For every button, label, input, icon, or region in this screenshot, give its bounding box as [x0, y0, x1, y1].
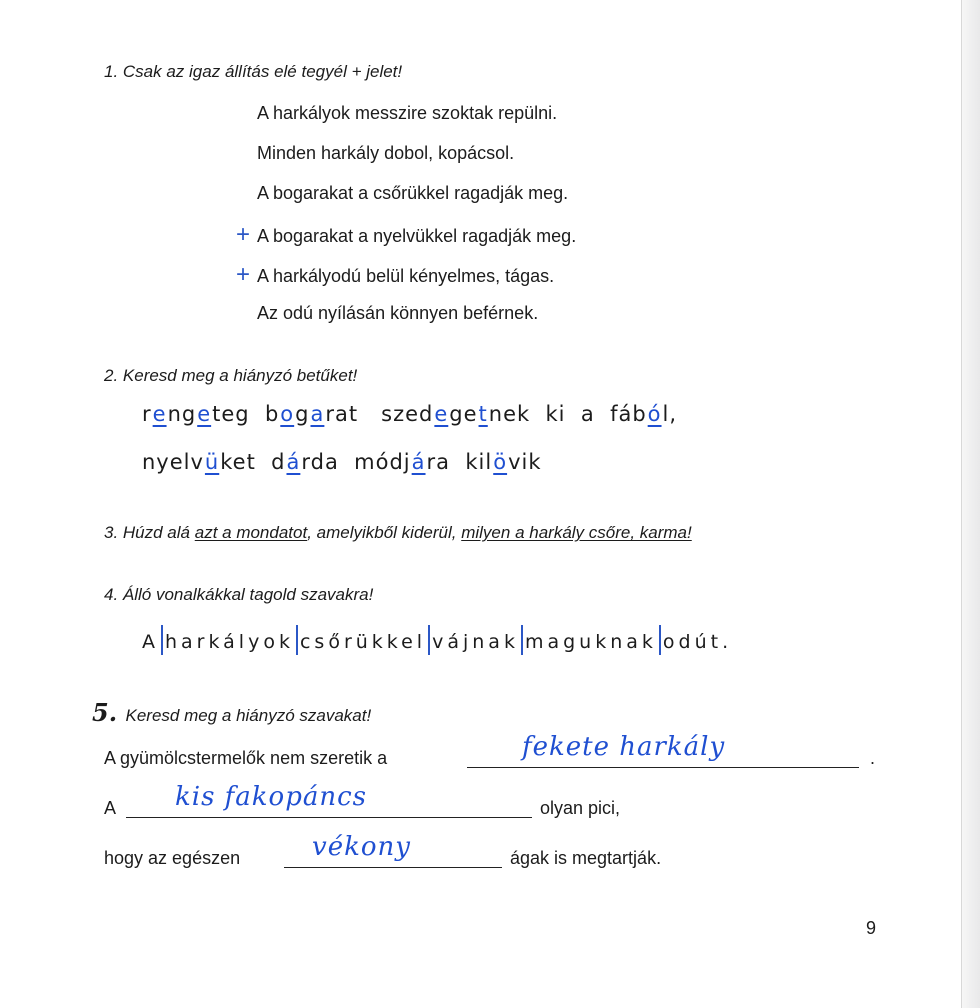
page-edge [961, 0, 980, 1008]
divider-stroke [296, 625, 298, 655]
sentence-word: harkályok [165, 631, 294, 653]
plus-mark: + [236, 261, 251, 288]
statement-text: Az odú nyílásán könnyen beférnek. [257, 303, 539, 323]
task3-instruction [104, 523, 692, 543]
sentence-word: odút. [662, 631, 733, 653]
task5-s1-answer: fekete harkály [522, 732, 726, 762]
statement-text: A harkályok messzire szoktak repülni. [257, 103, 558, 123]
task5-number: 5. [92, 698, 118, 727]
task5-s1-after: . [870, 748, 876, 768]
task2-line2 [142, 450, 542, 474]
statement-text: A bogarakat a csőrükkel ragadják meg. [257, 183, 569, 203]
printed-text: rda módj [301, 450, 411, 474]
task1-statement [236, 103, 557, 124]
sentence-word: vájnak [432, 631, 519, 653]
task2-instruction: 2. Keresd meg a hiányzó betűket! [104, 366, 358, 385]
task1-statement [236, 223, 576, 247]
task5-s2-after: olyan pici, [540, 798, 621, 818]
page-number: 9 [866, 918, 877, 938]
filled-letter: a [310, 402, 325, 426]
task4-segmented-sentence [142, 625, 732, 655]
filled-letter: e [434, 402, 449, 426]
statement-text: A harkályodú belül kényelmes, tágas. [257, 266, 555, 286]
divider-stroke [521, 625, 523, 655]
printed-text: r [142, 402, 152, 426]
task3-underlined-1: azt a mondatot [194, 523, 308, 542]
statement-text: A bogarakat a nyelvükkel ragadják meg. [257, 226, 577, 246]
plus-mark: + [236, 221, 251, 248]
task5-s2-blank [126, 817, 532, 818]
task5-s3-blank [284, 867, 502, 868]
printed-text: nyelv [142, 450, 204, 474]
filled-letter: o [280, 402, 295, 426]
task5-s2-answer: kis fakopáncs [175, 782, 368, 812]
printed-text: vik [508, 450, 542, 474]
filled-letter: á [411, 450, 426, 474]
filled-letter: ó [647, 402, 662, 426]
sentence-word: csőrükkel [299, 631, 427, 653]
task3-underlined-2: milyen a harkály csőre, karma! [461, 523, 692, 542]
task1-statement [236, 263, 554, 287]
task1-statement [236, 143, 514, 164]
task1-statement [236, 183, 568, 204]
task3-mid: , amelyikből kiderül, [307, 523, 462, 542]
sentence-word: A [142, 631, 159, 653]
printed-text: rat szed [325, 402, 434, 426]
filled-letter: ö [493, 450, 508, 474]
task5-s3-after: ágak is megtartják. [510, 848, 662, 868]
printed-text: ng [167, 402, 197, 426]
task4-instruction: 4. Álló vonalkákkal tagold szavakra! [104, 585, 374, 604]
filled-letter: e [152, 402, 167, 426]
task5-s2-before: A [104, 798, 117, 818]
printed-text: ra kil [426, 450, 493, 474]
task5-instruction: Keresd meg a hiányzó szavakat! [125, 706, 372, 725]
filled-letter: e [197, 402, 212, 426]
task5-s3-answer: vékony [312, 832, 411, 862]
task1-statement [236, 303, 538, 324]
printed-text: ket d [220, 450, 286, 474]
filled-letter: á [286, 450, 301, 474]
sentence-word: maguknak [524, 631, 657, 653]
printed-text: ge [449, 402, 478, 426]
statement-text: Minden harkály dobol, kopácsol. [257, 143, 515, 163]
task3-prefix: 3. Húzd alá [104, 523, 195, 542]
task5-s1-blank [467, 767, 859, 768]
printed-text: g [295, 402, 310, 426]
task5-s3-before: hogy az egészen [104, 848, 241, 868]
task5-s1-before: A gyümölcstermelők nem szeretik a [104, 748, 388, 768]
divider-stroke [659, 625, 661, 655]
filled-letter: ü [204, 450, 220, 474]
divider-stroke [428, 625, 430, 655]
printed-text: nek ki a fáb [488, 402, 647, 426]
task5-header [92, 698, 371, 727]
task1-instruction: 1. Csak az igaz állítás elé tegyél + jelet! [104, 62, 403, 81]
task2-line1 [142, 402, 677, 426]
filled-letter: t [478, 402, 488, 426]
printed-text: l, [662, 402, 678, 426]
divider-stroke [161, 625, 163, 655]
printed-text: teg b [212, 402, 280, 426]
